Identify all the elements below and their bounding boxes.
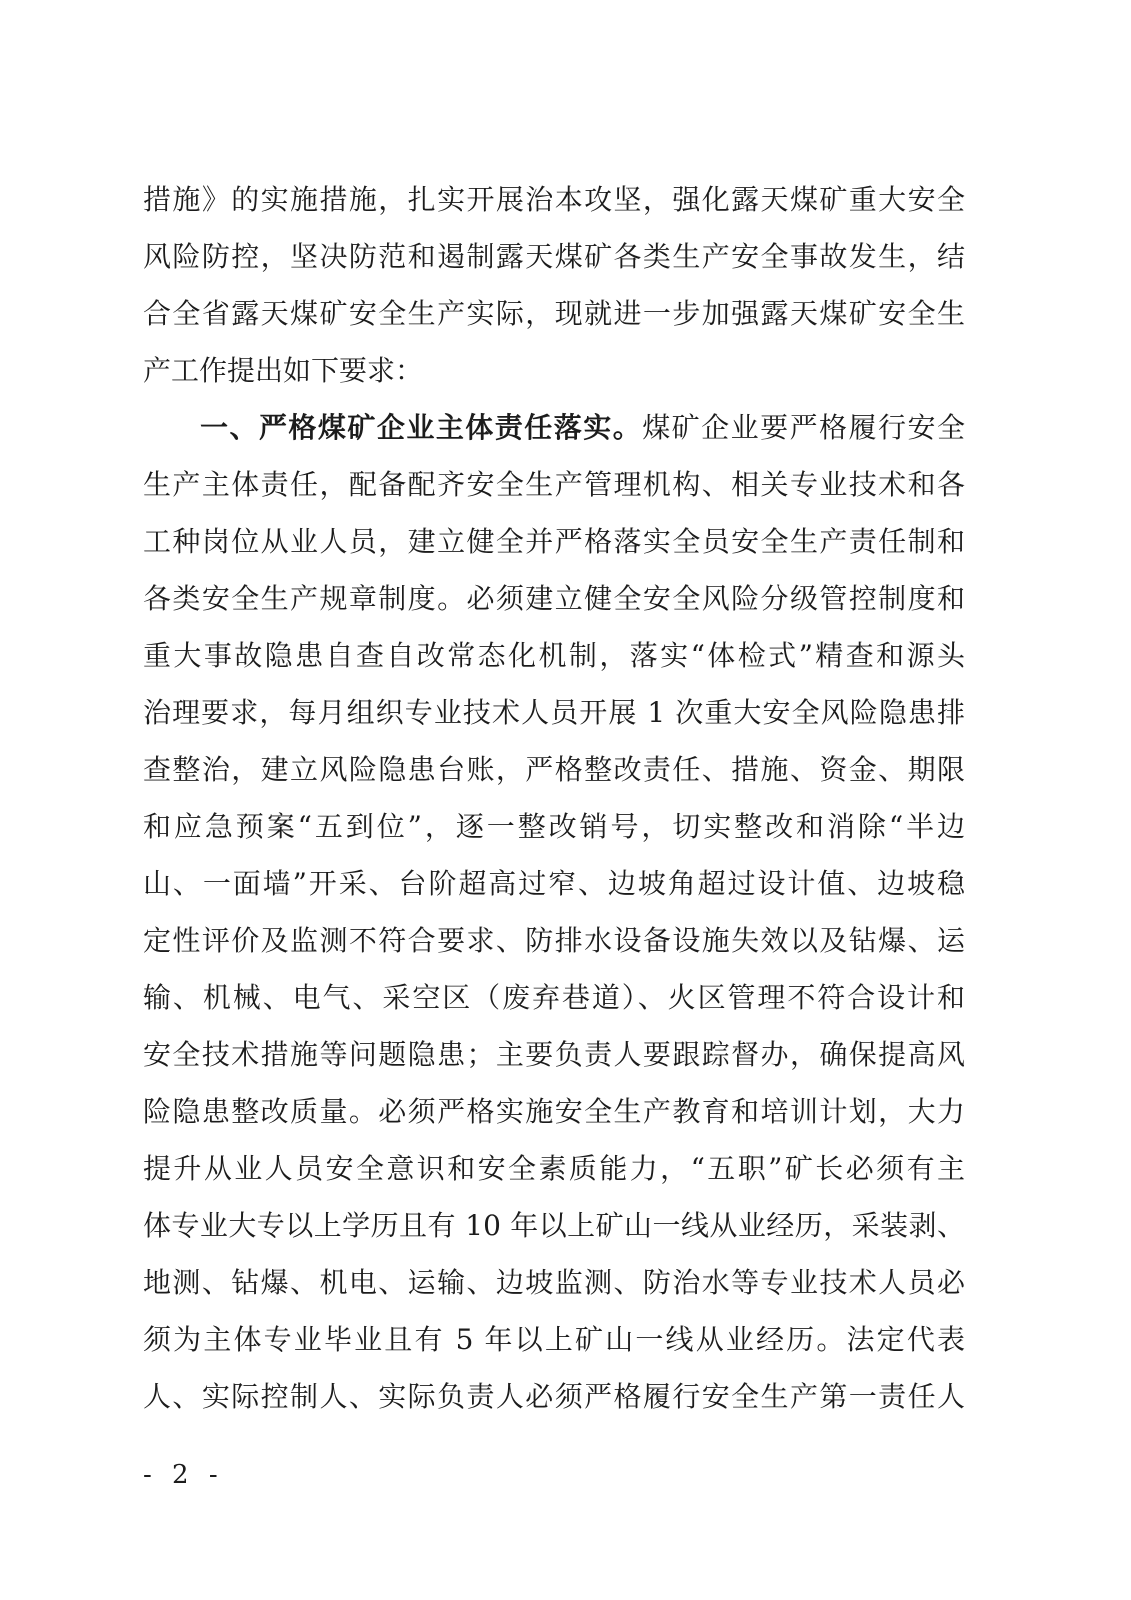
- text-line: [143, 912, 965, 969]
- text-line: [143, 1026, 965, 1083]
- line-text: 输、机械、电气、采空区（废弃巷道）、火区管理不符合设计和: [143, 981, 965, 1014]
- text-line: [143, 1254, 965, 1311]
- text-line: [143, 627, 965, 684]
- text-line: [143, 969, 965, 1026]
- line-text: 工种岗位从业人员，建立健全并严格落实全员安全生产责任制和: [143, 525, 965, 558]
- text-line: [143, 228, 965, 285]
- text-line: [143, 1311, 965, 1368]
- text-line: [143, 1083, 965, 1140]
- line-text: 安全技术措施等问题隐患；主要负责人要跟踪督办，确保提高风: [143, 1038, 965, 1071]
- line-text: 治理要求，每月组织专业技术人员开展 1 次重大安全风险隐患排: [143, 696, 965, 729]
- line-text: 煤矿企业要严格履行安全: [642, 411, 965, 444]
- line-text: 措施》的实施措施，扎实开展治本攻坚，强化露天煤矿重大安全: [143, 183, 965, 216]
- text-line: [143, 342, 965, 399]
- line-text: 提升从业人员安全意识和安全素质能力，“五职”矿长必须有主: [143, 1152, 965, 1185]
- text-line: [143, 171, 965, 228]
- document-body: [143, 171, 965, 1425]
- page-number: - 2 -: [143, 1460, 224, 1490]
- text-line: [143, 741, 965, 798]
- line-text: 重大事故隐患自查自改常态化机制，落实“体检式”精查和源头: [143, 639, 965, 672]
- line-text: 须为主体专业毕业且有 5 年以上矿山一线从业经历。法定代表: [143, 1323, 965, 1356]
- section-heading: 一、严格煤矿企业主体责任落实。: [200, 411, 643, 444]
- line-text: 人、实际控制人、实际负责人必须严格履行安全生产第一责任人: [143, 1380, 965, 1413]
- line-text: 定性评价及监测不符合要求、防排水设备设施失效以及钻爆、运: [143, 924, 965, 957]
- line-text: 风险防控，坚决防范和遏制露天煤矿各类生产安全事故发生，结: [143, 240, 965, 273]
- text-line: [143, 1140, 965, 1197]
- text-line: [143, 1197, 965, 1254]
- line-text: 险隐患整改质量。必须严格实施安全生产教育和培训计划，大力: [143, 1095, 965, 1128]
- text-line: [143, 1368, 965, 1425]
- text-line: [143, 798, 965, 855]
- section-1-paragraph: [143, 399, 965, 1425]
- intro-paragraph: [143, 171, 965, 399]
- line-text: 生产主体责任，配备配齐安全生产管理机构、相关专业技术和各: [143, 468, 965, 501]
- text-line: [143, 855, 965, 912]
- line-text: 地测、钻爆、机电、运输、边坡监测、防治水等专业技术人员必: [143, 1266, 965, 1299]
- line-text: 各类安全生产规章制度。必须建立健全安全风险分级管控制度和: [143, 582, 965, 615]
- text-line: [143, 285, 965, 342]
- line-text: 体专业大专以上学历且有 10 年以上矿山一线从业经历，采装剥、: [143, 1209, 965, 1242]
- text-line: [143, 570, 965, 627]
- text-line: [143, 456, 965, 513]
- line-text: 山、一面墙”开采、台阶超高过窄、边坡角超过设计值、边坡稳: [143, 867, 965, 900]
- text-line: [143, 399, 965, 456]
- text-line: [143, 684, 965, 741]
- line-text: 合全省露天煤矿安全生产实际，现就进一步加强露天煤矿安全生: [143, 297, 965, 330]
- line-text: 产工作提出如下要求：: [143, 354, 424, 387]
- line-text: 和应急预案“五到位”，逐一整改销号，切实整改和消除“半边: [143, 810, 965, 843]
- line-text: 查整治，建立风险隐患台账，严格整改责任、措施、资金、期限: [143, 753, 965, 786]
- text-line: [143, 513, 965, 570]
